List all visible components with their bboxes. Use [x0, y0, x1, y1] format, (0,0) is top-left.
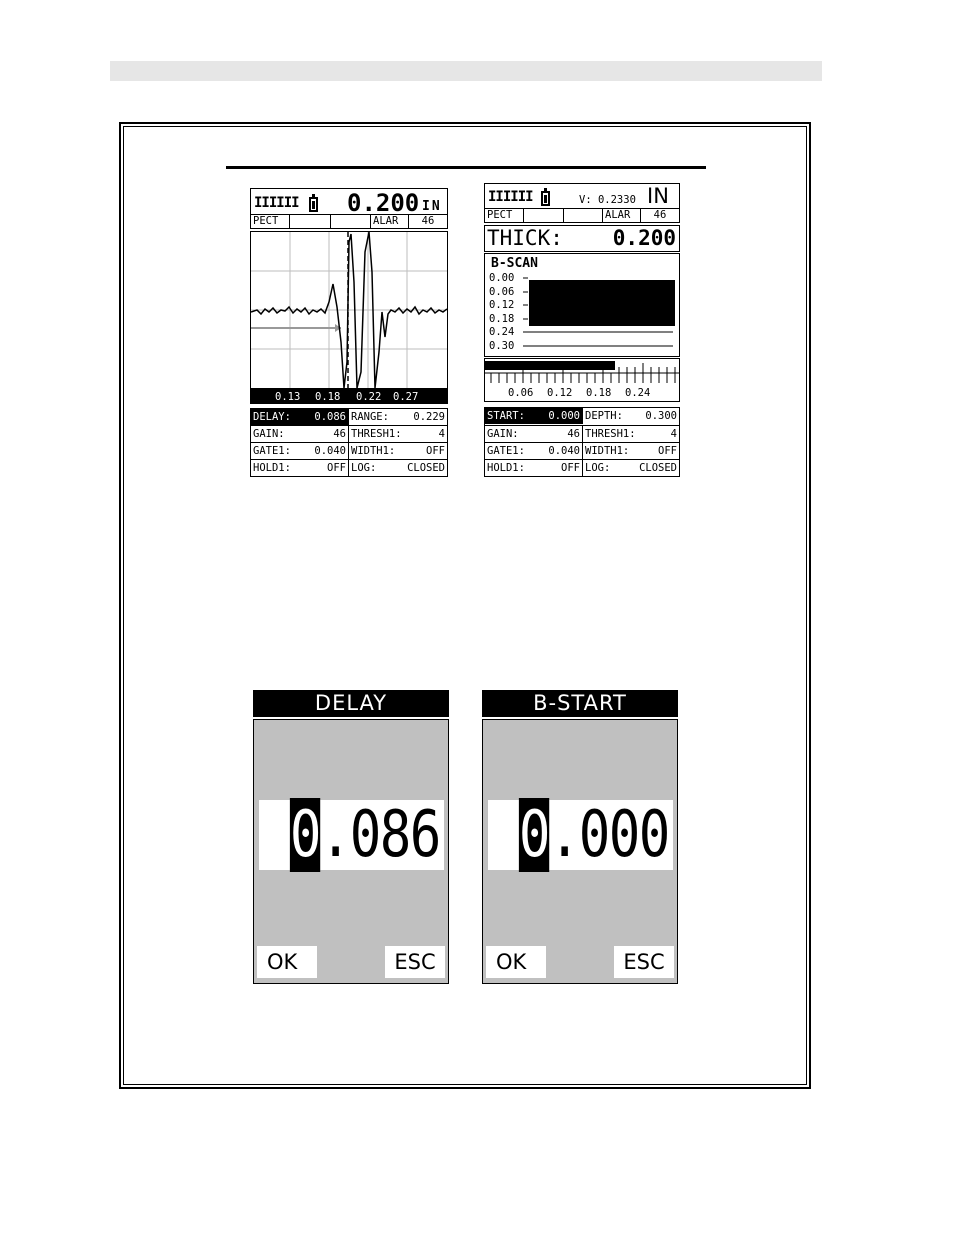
- bscan-header: [484, 183, 680, 210]
- battery-icon: [541, 191, 550, 206]
- thick-label: THICK:: [487, 226, 563, 250]
- dialog-body: [253, 719, 449, 984]
- dialog-title: B-START: [482, 690, 678, 717]
- param-range[interactable]: RANGE: 0.229: [351, 411, 445, 423]
- param-gain[interactable]: GAIN: 46: [251, 426, 349, 442]
- depth-label: 0.00: [489, 272, 515, 284]
- param-row: [251, 459, 447, 476]
- esc-button[interactable]: ESC: [385, 946, 445, 978]
- status-cell: ALAR: [370, 214, 409, 229]
- thick-value: 0.200: [612, 226, 676, 250]
- status-cell: ALAR: [602, 208, 641, 223]
- value-digits: .000: [549, 798, 669, 872]
- param-row: [485, 408, 679, 425]
- param-depth[interactable]: DEPTH: 0.300: [585, 410, 677, 422]
- param-row: [485, 459, 679, 476]
- signal-strength-icon: IIIIII: [254, 195, 299, 211]
- bscan-title: B-SCAN: [491, 256, 538, 271]
- value-editor[interactable]: [259, 800, 444, 870]
- axis-label: 0.13: [275, 391, 301, 403]
- axis-label: 0.24: [625, 387, 651, 399]
- bscan-plot: [523, 272, 677, 354]
- param-row: [251, 442, 447, 459]
- axis-label: 0.22: [356, 391, 382, 403]
- scope-axis-bar: [250, 389, 448, 404]
- param-start[interactable]: START: 0.000: [485, 408, 583, 424]
- param-delay[interactable]: DELAY: 0.086: [251, 409, 349, 425]
- dialog-title: DELAY: [253, 690, 449, 717]
- ok-button[interactable]: OK: [257, 946, 317, 978]
- bscan-screen: [484, 183, 680, 477]
- thickness-reading: 0.200: [347, 189, 420, 216]
- digit-cursor[interactable]: 0: [519, 798, 550, 872]
- bscan-param-grid: [484, 407, 680, 477]
- axis-label: 0.12: [547, 387, 573, 399]
- param-log[interactable]: LOG: CLOSED: [351, 462, 445, 474]
- param-thresh[interactable]: THRESH1: 4: [585, 428, 677, 440]
- unit-label: IN: [647, 184, 669, 208]
- param-gate[interactable]: GATE1: 0.040: [251, 443, 349, 459]
- depth-label: 0.18: [489, 313, 515, 325]
- param-thresh[interactable]: THRESH1: 4: [351, 428, 445, 440]
- status-cell: 46: [408, 214, 448, 229]
- param-hold[interactable]: HOLD1: OFF: [251, 460, 349, 476]
- status-cell: [330, 214, 371, 229]
- value-display: [519, 800, 669, 870]
- param-gain[interactable]: GAIN: 46: [485, 426, 583, 442]
- axis-label: 0.18: [586, 387, 612, 399]
- esc-button[interactable]: ESC: [614, 946, 674, 978]
- bscan-scale: [484, 358, 680, 402]
- title-rule: [226, 166, 706, 169]
- axis-label: 0.06: [508, 387, 534, 399]
- param-width[interactable]: WIDTH1: OFF: [585, 445, 677, 457]
- param-log[interactable]: LOG: CLOSED: [585, 462, 677, 474]
- depth-label: 0.06: [489, 286, 515, 298]
- digit-cursor[interactable]: 0: [290, 798, 321, 872]
- status-cell: PECT: [250, 214, 290, 229]
- status-cell: [563, 208, 603, 223]
- param-gate[interactable]: GATE1: 0.040: [485, 443, 583, 459]
- param-row: [251, 408, 447, 425]
- status-cell: 46: [640, 208, 680, 223]
- figure-frame-inner: [123, 126, 807, 1085]
- scope-screen: [250, 188, 448, 477]
- value-display: [290, 800, 440, 870]
- dialog-body: [482, 719, 678, 984]
- delay-dialog: [253, 690, 449, 984]
- param-row: [251, 425, 447, 442]
- unit-label: IN: [422, 199, 442, 214]
- ok-button[interactable]: OK: [486, 946, 546, 978]
- scope-param-grid: [250, 408, 448, 477]
- depth-label: 0.30: [489, 340, 515, 352]
- bscan-display: [484, 253, 680, 357]
- bstart-dialog: [482, 690, 678, 984]
- param-row: [485, 425, 679, 442]
- value-editor[interactable]: [488, 800, 673, 870]
- waveform-plot: [251, 232, 447, 388]
- depth-label: 0.12: [489, 299, 515, 311]
- scan-progress-bar: [485, 361, 615, 370]
- value-digits: .086: [320, 798, 440, 872]
- param-width[interactable]: WIDTH1: OFF: [351, 445, 445, 457]
- signal-strength-icon: IIIIII: [488, 189, 533, 205]
- battery-icon: [309, 197, 318, 212]
- status-cell: PECT: [484, 208, 524, 223]
- scope-header: [250, 188, 448, 216]
- axis-label: 0.27: [393, 391, 419, 403]
- velocity-readout: V: 0.2330: [579, 194, 636, 206]
- bscan-profile: [529, 280, 675, 326]
- param-hold[interactable]: HOLD1: OFF: [485, 460, 583, 476]
- axis-label: 0.18: [315, 391, 341, 403]
- header-bar: [110, 61, 822, 81]
- param-row: [485, 442, 679, 459]
- waveform-display: [250, 231, 448, 389]
- status-cell: [289, 214, 331, 229]
- thickness-display: [484, 225, 680, 252]
- depth-label: 0.24: [489, 326, 515, 338]
- status-cell: [523, 208, 564, 223]
